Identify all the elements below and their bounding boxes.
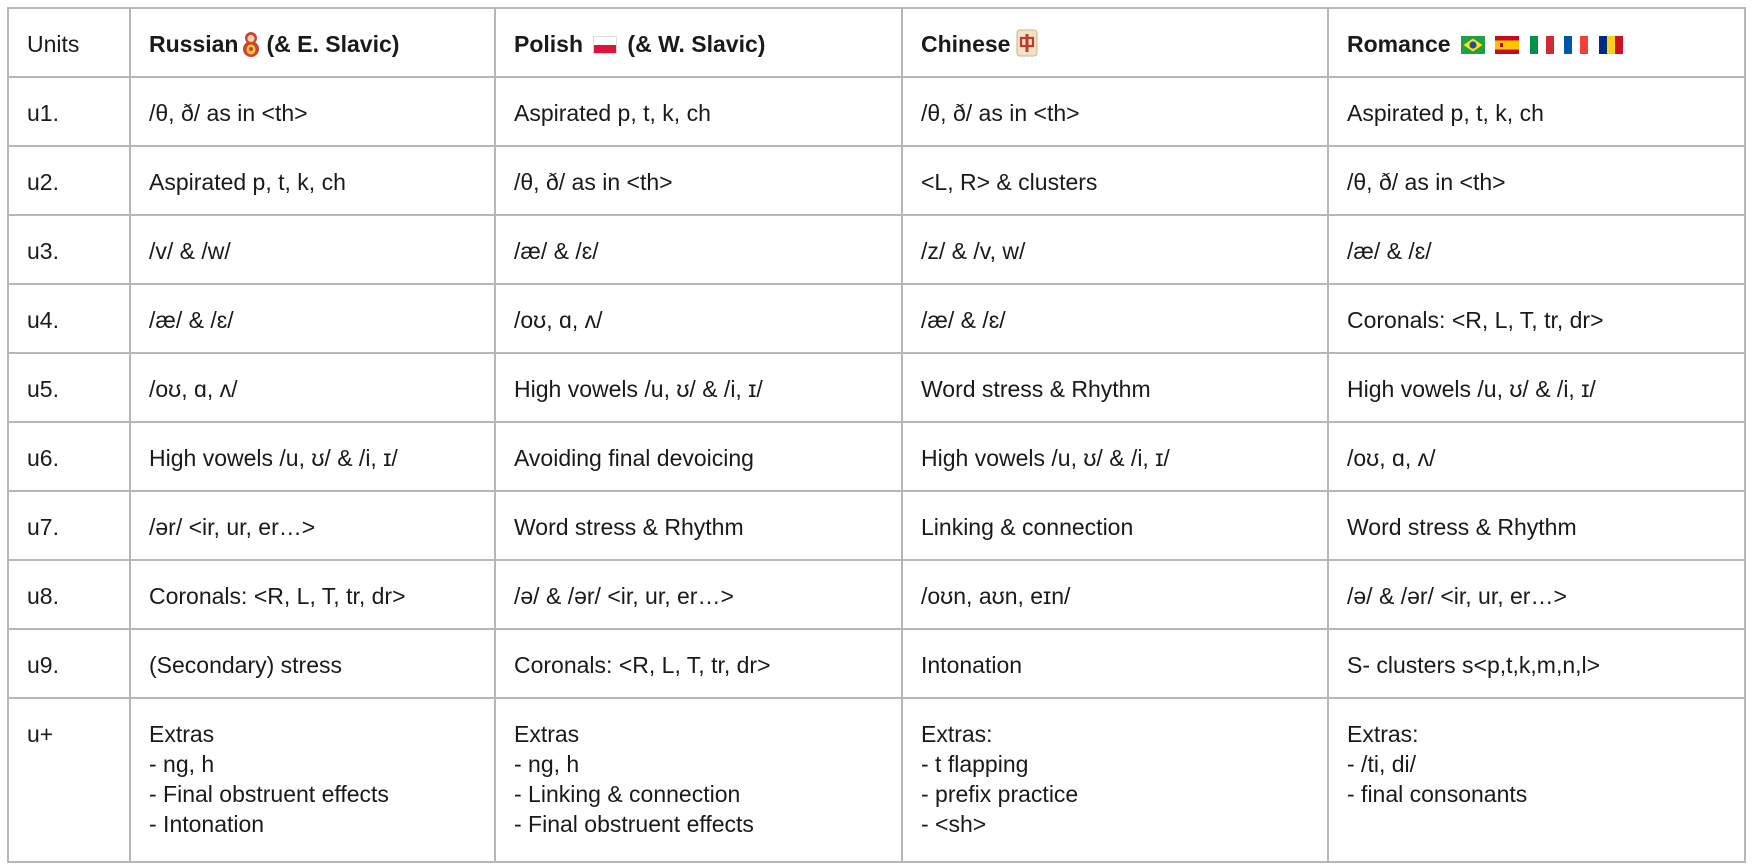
unit-cell: u1. xyxy=(8,77,130,146)
polish-cell: /oʊ, ɑ, ʌ/ xyxy=(495,284,902,353)
extras-line: - Final obstruent effects xyxy=(514,811,754,837)
chinese-cell: Intonation xyxy=(902,629,1328,698)
table-row xyxy=(8,215,1745,284)
extras-line: - <sh> xyxy=(921,811,987,837)
polish-extras-cell xyxy=(495,698,902,862)
mahjong-red-dragon-icon xyxy=(1016,29,1038,57)
extras-line: - /ti, di/ xyxy=(1347,751,1417,777)
chinese-cell: /θ, ð/ as in <th> xyxy=(902,77,1328,146)
header-chinese-label: Chinese xyxy=(921,31,1011,57)
unit-cell: u7. xyxy=(8,491,130,560)
header-row xyxy=(8,8,1745,77)
extras-line: Extras xyxy=(514,721,580,747)
extras-line: - ng, h xyxy=(149,751,215,777)
extras-line: - Final obstruent effects xyxy=(149,781,389,807)
header-units-label: Units xyxy=(27,31,80,57)
chinese-cell: Word stress & Rhythm xyxy=(902,353,1328,422)
russian-cell: /v/ & /w/ xyxy=(130,215,495,284)
table-row xyxy=(8,491,1745,560)
table-row xyxy=(8,284,1745,353)
chinese-cell: High vowels /u, ʊ/ & /i, ɪ/ xyxy=(902,422,1328,491)
header-romance-label: Romance xyxy=(1347,31,1451,57)
table-row xyxy=(8,560,1745,629)
russian-cell: /θ, ð/ as in <th> xyxy=(130,77,495,146)
extras-line: Extras xyxy=(149,721,215,747)
unit-cell: u6. xyxy=(8,422,130,491)
header-polish-note: (& W. Slavic) xyxy=(627,31,766,57)
header-russian-label: Russian xyxy=(149,31,239,57)
romance-cell: Coronals: <R, L, T, tr, dr> xyxy=(1328,284,1745,353)
extras-line: - final consonants xyxy=(1347,781,1528,807)
unit-cell: u9. xyxy=(8,629,130,698)
russian-cell: Aspirated p, t, k, ch xyxy=(130,146,495,215)
polish-cell: Word stress & Rhythm xyxy=(495,491,902,560)
russian-cell: /ər/ <ir, ur, er…> xyxy=(130,491,495,560)
unit-cell: u+ xyxy=(8,698,130,862)
header-russian xyxy=(130,8,495,77)
header-polish xyxy=(495,8,902,77)
chinese-cell: /æ/ & /ɛ/ xyxy=(902,284,1328,353)
header-russian-note: (& E. Slavic) xyxy=(266,31,400,57)
pronunciation-units-table xyxy=(7,7,1746,863)
extras-line: - Linking & connection xyxy=(514,781,741,807)
russian-cell: /æ/ & /ɛ/ xyxy=(130,284,495,353)
russian-cell: (Secondary) stress xyxy=(130,629,495,698)
polish-cell: /θ, ð/ as in <th> xyxy=(495,146,902,215)
extras-line: Extras: xyxy=(1347,721,1419,747)
italy-flag-icon xyxy=(1530,36,1554,54)
table-row xyxy=(8,77,1745,146)
polish-cell: /ə/ & /ər/ <ir, ur, er…> xyxy=(495,560,902,629)
romance-extras-cell xyxy=(1328,698,1745,862)
unit-cell: u2. xyxy=(8,146,130,215)
russian-cell: Coronals: <R, L, T, tr, dr> xyxy=(130,560,495,629)
romance-cell: /oʊ, ɑ, ʌ/ xyxy=(1328,422,1745,491)
polish-cell: High vowels /u, ʊ/ & /i, ɪ/ xyxy=(495,353,902,422)
extras-row xyxy=(8,698,1745,862)
romance-cell: Word stress & Rhythm xyxy=(1328,491,1745,560)
france-flag-icon xyxy=(1564,36,1588,54)
header-romance xyxy=(1328,8,1745,77)
table-row xyxy=(8,146,1745,215)
chinese-cell: Linking & connection xyxy=(902,491,1328,560)
russian-cell: High vowels /u, ʊ/ & /i, ɪ/ xyxy=(130,422,495,491)
unit-cell: u4. xyxy=(8,284,130,353)
table-row xyxy=(8,422,1745,491)
header-chinese xyxy=(902,8,1328,77)
chinese-cell: /oʊn, aʊn, eɪn/ xyxy=(902,560,1328,629)
russian-cell: /oʊ, ɑ, ʌ/ xyxy=(130,353,495,422)
polish-cell: /æ/ & /ɛ/ xyxy=(495,215,902,284)
chinese-cell: /z/ & /v, w/ xyxy=(902,215,1328,284)
brazil-flag-icon xyxy=(1461,36,1485,54)
chinese-cell: <L, R> & clusters xyxy=(902,146,1328,215)
spain-flag-icon xyxy=(1495,36,1519,54)
polish-cell: Avoiding final devoicing xyxy=(495,422,902,491)
romania-flag-icon xyxy=(1599,36,1623,54)
extras-line: - ng, h xyxy=(514,751,580,777)
chinese-extras-cell xyxy=(902,698,1328,862)
romance-cell: /æ/ & /ɛ/ xyxy=(1328,215,1745,284)
extras-line: - t flapping xyxy=(921,751,1029,777)
romance-cell: Aspirated p, t, k, ch xyxy=(1328,77,1745,146)
extras-line: Extras: xyxy=(921,721,993,747)
romance-cell: /ə/ & /ər/ <ir, ur, er…> xyxy=(1328,560,1745,629)
matryoshka-doll-icon xyxy=(242,31,260,57)
poland-flag-icon xyxy=(593,36,617,54)
romance-cell: High vowels /u, ʊ/ & /i, ɪ/ xyxy=(1328,353,1745,422)
table-row xyxy=(8,629,1745,698)
table-row xyxy=(8,353,1745,422)
header-polish-label: Polish xyxy=(514,31,584,57)
romance-cell: S- clusters s<p,t,k,m,n,l> xyxy=(1328,629,1745,698)
extras-line: - prefix practice xyxy=(921,781,1079,807)
unit-cell: u5. xyxy=(8,353,130,422)
unit-cell: u8. xyxy=(8,560,130,629)
polish-cell: Coronals: <R, L, T, tr, dr> xyxy=(495,629,902,698)
extras-line: - Intonation xyxy=(149,811,265,837)
romance-cell: /θ, ð/ as in <th> xyxy=(1328,146,1745,215)
polish-cell: Aspirated p, t, k, ch xyxy=(495,77,902,146)
russian-extras-cell xyxy=(130,698,495,862)
header-units xyxy=(8,8,130,77)
unit-cell: u3. xyxy=(8,215,130,284)
